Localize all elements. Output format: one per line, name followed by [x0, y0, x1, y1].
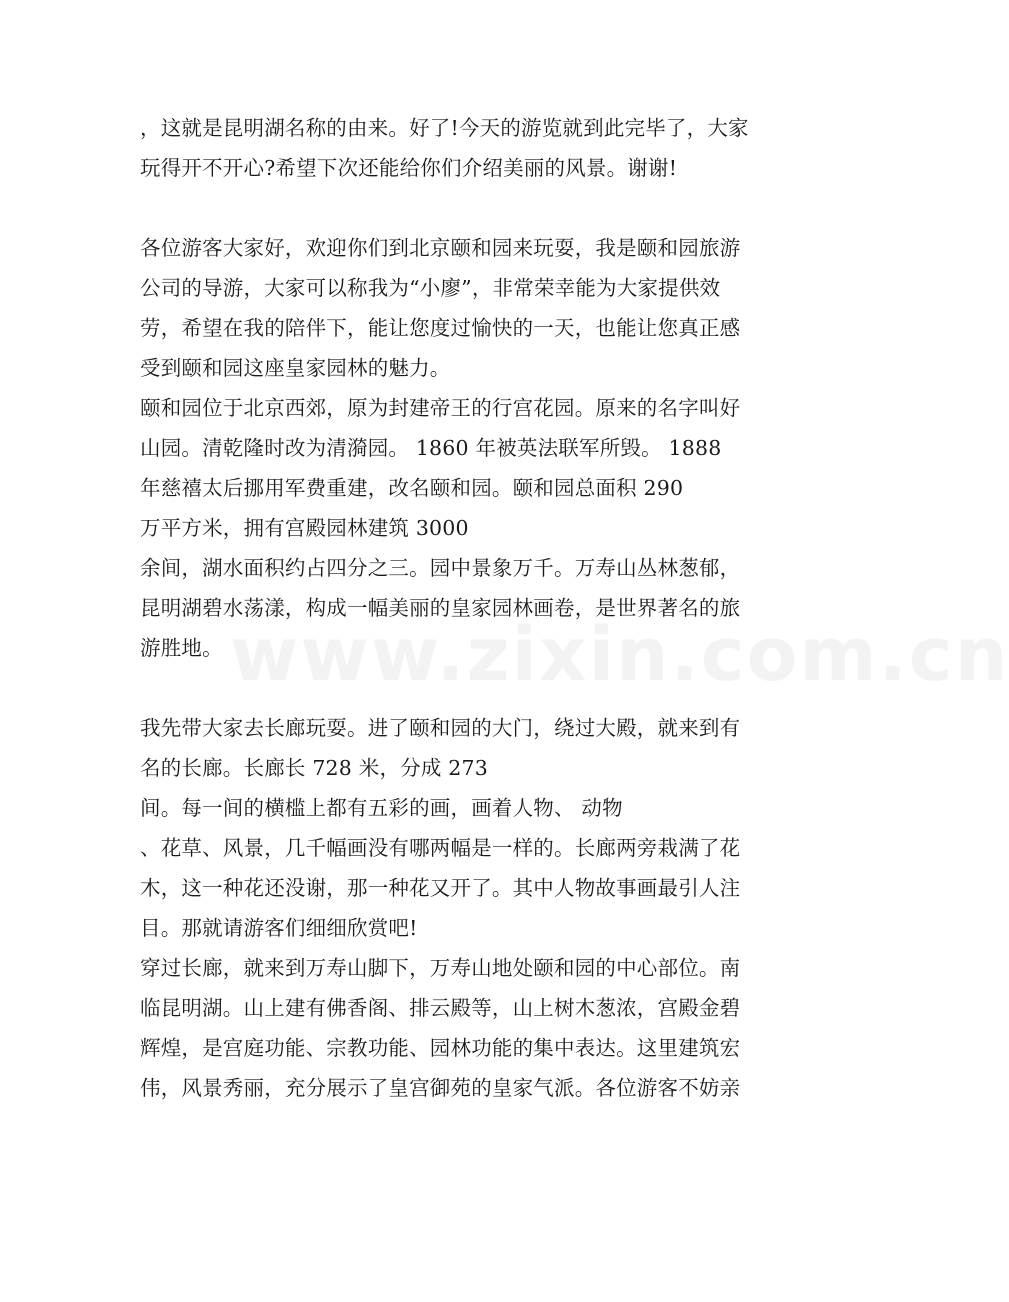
text-line: 临昆明湖。山上建有佛香阁、排云殿等，山上树木葱浓，宫殿金碧 [140, 996, 741, 1020]
text-line: 间。每一间的横槛上都有五彩的画，画着人物、 动物 [140, 796, 623, 820]
text-line: 游胜地。 [140, 636, 223, 660]
text-line: 伟，风景秀丽，充分展示了皇宫御苑的皇家气派。各位游客不妨亲 [140, 1076, 741, 1100]
paragraph [140, 228, 780, 668]
paragraph-gap [140, 188, 780, 228]
text-line: 颐和园位于北京西郊，原为封建帝王的行宫花园。原来的名字叫好 [140, 396, 741, 420]
text-line: 昆明湖碧水荡漾，构成一幅美丽的皇家园林画卷，是世界著名的旅 [140, 596, 741, 620]
text-line: 辉煌，是宫庭功能、宗教功能、园林功能的集中表达。这里建筑宏 [140, 1036, 741, 1060]
paragraph [140, 108, 780, 188]
text-line: 、花草、风景，几千幅画没有哪两幅是一样的。长廊两旁栽满了花 [140, 836, 741, 860]
text-line: 玩得开不开心?希望下次还能给你们介绍美丽的风景。谢谢! [140, 156, 678, 180]
text-line: 名的长廊。长廊长 728 米，分成 273 [140, 756, 489, 780]
text-line: 我先带大家去长廊玩耍。进了颐和园的大门，绕过大殿，就来到有 [140, 716, 741, 740]
text-line: 公司的导游，大家可以称我为“小廖”，非常荣幸能为大家提供效 [140, 276, 721, 300]
text-line: 受到颐和园这座皇家园林的魅力。 [140, 356, 451, 380]
watermark: www.zixin.com.cn [230, 612, 1009, 698]
text-line: 年慈禧太后挪用军费重建，改名颐和园。颐和园总面积 290 [140, 476, 684, 500]
text-line: 余间，湖水面积约占四分之三。园中景象万千。万寿山丛林葱郁， [140, 556, 741, 580]
text-line: 穿过长廊，就来到万寿山脚下，万寿山地处颐和园的中心部位。南 [140, 956, 741, 980]
text-line: 劳，希望在我的陪伴下，能让您度过愉快的一天，也能让您真正感 [140, 316, 741, 340]
paragraph-gap [140, 668, 780, 708]
document-body [140, 108, 780, 1108]
text-line: 目。那就请游客们细细欣赏吧! [140, 916, 418, 940]
text-line: 各位游客大家好，欢迎你们到北京颐和园来玩耍，我是颐和园旅游 [140, 236, 741, 260]
text-line: 木，这一种花还没谢，那一种花又开了。其中人物故事画最引人注 [140, 876, 741, 900]
text-line: ，这就是昆明湖名称的由来。好了!今天的游览就到此完毕了，大家 [140, 116, 749, 140]
paragraph [140, 708, 780, 1108]
text-line: 山园。清乾隆时改为清漪园。 1860 年被英法联军所毁。 1888 [140, 436, 722, 460]
text-line: 万平方米，拥有宫殿园林建筑 3000 [140, 516, 469, 540]
